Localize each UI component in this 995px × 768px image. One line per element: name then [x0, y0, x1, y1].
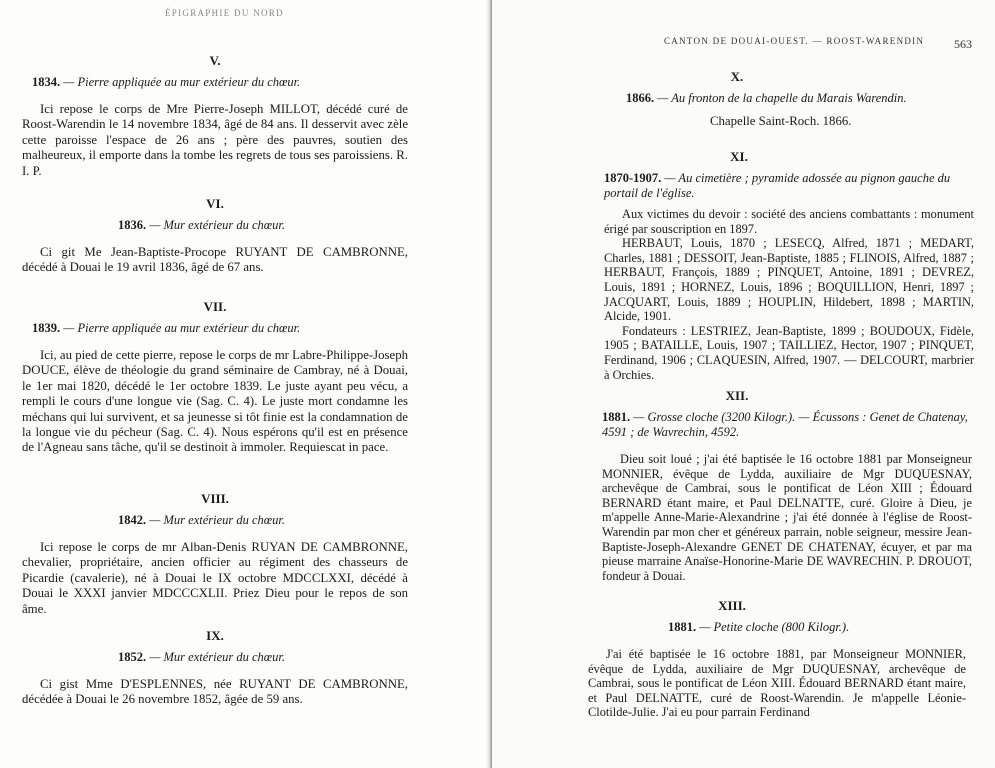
inscription-text: Ici repose le corps de mr Alban-Denis RUYAN DE CAMBRONNE, chevalier, propriétaire, ancien officier au régiment des chasseurs de Picardie (cavalerie), né à Douai le IX octobre MDCCLXXI, décédé à Douai le XXXI janvier MDCCCXLII. Priez Dieu pour le repos de son âme.	[22, 540, 408, 616]
section-heading: 1836. — Mur extérieur du chœur.	[118, 218, 285, 232]
section-vi	[22, 196, 408, 276]
section-numeral: V.	[209, 53, 221, 68]
inscription-text: Dieu soit loué ; j'ai été baptisée le 16 octobre 1881 par Monseigneur MONNIER, évêque de Lydda, auxiliaire de Mgr DUQUESNAY, archevêque de Cambrai, sous le pontificat de Léon XIII ; Édouard BERNARD étant maire, et Paul DELNATTE, curé. Gloire à Dieu, je m'appelle Anne-Marie-Alexandrine ; j'ai été donnée à l'église de Roost-Warendin par mon cher et généreux parrain, noble seigneur, messire Jean-Baptiste-Joseph-Alexandre GENET DE CHATENAY, écuyer, et par ma pieuse marraine Anaïse-Honorine-Marie DE WAVRECHIN. P. DROUOT, fondeur à Douai.	[602, 452, 972, 583]
section-numeral: XIII.	[718, 598, 746, 613]
section-numeral: XI.	[730, 149, 748, 164]
section-heading: 1881. — Petite cloche (800 Kilogr.).	[668, 620, 850, 634]
page-number: 563	[954, 37, 972, 51]
victims-list: HERBAUT, Louis, 1870 ; LESECQ, Alfred, 1871 ; MEDART, Charles, 1881 ; DESSOIT, Jean-Baptiste, 1885 ; FLINOIS, Alfred, 1887 ; HERBAUT, François, 1889 ; PINQUET, Antoine, 1891 ; DEVREZ, Louis, 1891 ; HORNEZ, Louis, 1896 ; BOQUILLION, Henri, 1897 ; JACQUART, Louis, 1889 ; HOUPLIN, Hildebert, 1898 ; MARTIN, Alcide, 1901.	[604, 236, 974, 324]
section-heading: 1834. — Pierre appliquée au mur extérieur du chœur.	[32, 75, 301, 89]
inscription-text: J'ai été baptisée le 16 octobre 1881, par Monseigneur MONNIER, évêque de Lydda, auxiliaire de Mgr DUQUESNAY, archevêque de Cambrai, sous le pontificat de Léon XIII. Édouard BERNARD étant maire, et Paul DELNATTE, curé de Roost-Warendin. Je m'appelle Léonie-Clotilde-Julie. J'ai eu pour parrain Ferdinand	[588, 647, 966, 720]
section-heading: 1881. — Grosse cloche (3200 Kilogr.). — Écussons : Genet de Chatenay, 4591 ; de Wavrechin, 4592.	[602, 410, 968, 439]
inscription-text: Ci gist Mme D'ESPLENNES, née RUYANT DE CAMBRONNE, décédée à Douai le 26 novembre 1852, âgée de 59 ans.	[22, 677, 408, 707]
section-x	[602, 69, 972, 129]
section-xiii	[588, 598, 966, 720]
inscription-text: Ici repose le corps de Mre Pierre-Joseph MILLOT, décédé curé de Roost-Warendin le 14 novembre 1834, âgé de 84 ans. Il desservit avec zèle cette paroisse l'espace de 26 ans ; père des pauvres, soutien des malheureux, il emporte dans la tombe les regrets de tous ses paroissiens. R. I. P.	[22, 102, 408, 178]
section-numeral: IX.	[206, 628, 224, 643]
section-ix	[22, 628, 408, 708]
section-heading: 1852. — Mur extérieur du chœur.	[118, 650, 285, 664]
section-vii	[22, 299, 408, 456]
section-heading: 1866. — Au fronton de la chapelle du Marais Warendin.	[626, 91, 907, 105]
founders-list: Fondateurs : LESTRIEZ, Jean-Baptiste, 1899 ; BOUDOUX, Fidèle, 1905 ; BATAILLE, Louis, 1907 ; TAILLIEZ, Hector, 1907 ; PINQUET, Ferdinand, 1906 ; CLAQUESIN, Alfred, 1907. — DELCOURT, marbrier à Orchies.	[604, 323, 974, 382]
inscription-text: Ci git Me Jean-Baptiste-Procope RUYANT DE CAMBRONNE, décédé à Douai le 19 avril 1836, âgé de 67 ans.	[22, 245, 408, 275]
section-numeral: VI.	[206, 196, 224, 211]
running-head: CANTON DE DOUAI-OUEST. — ROOST-WARENDIN	[664, 36, 925, 46]
section-numeral: X.	[730, 69, 744, 84]
inscription-text: Aux victimes du devoir : société des anciens combattants : monument érigé par souscription en 1897.	[604, 207, 974, 236]
section-heading: 1842. — Mur extérieur du chœur.	[118, 513, 285, 527]
section-xi	[604, 149, 974, 382]
section-heading: 1839. — Pierre appliquée au mur extérieur du chœur.	[32, 321, 301, 335]
inscription-text: Ici, au pied de cette pierre, repose le corps de mr Labre-Philippe-Joseph DOUCE, élève de théologie du grand séminaire de Cambray, né à Douai, le 1er mai 1820, décédé le 1er octobre 1839. Le juste ayant peu vécu, a rempli le cours d'une longue vie (Sag. C. 4). Le juste mort condamne les méchans qui lui survivent, et sa jeunesse si tôt finie est la condamnation de la longue vie du pécheur (Sag. C. 4). Nous espérons qu'il est en présence de l'Agneau sans tâche, qu'il se destinoit à immoler. Requiescat in pace.	[22, 348, 408, 455]
right-page	[492, 0, 995, 768]
section-numeral: VII.	[203, 299, 227, 314]
section-viii	[22, 491, 408, 617]
running-head: ÉPIGRAPHIE DU NORD	[165, 8, 284, 18]
section-heading: 1870-1907. — Au cimetière ; pyramide adossée au pignon gauche du portail de l'église.	[604, 171, 951, 200]
inscription-text: Chapelle Saint-Roch. 1866.	[710, 114, 852, 128]
section-numeral: XII.	[725, 388, 749, 403]
left-page	[0, 0, 488, 768]
section-xii	[602, 388, 972, 583]
section-numeral: VIII.	[201, 491, 229, 506]
section-v	[22, 53, 408, 179]
